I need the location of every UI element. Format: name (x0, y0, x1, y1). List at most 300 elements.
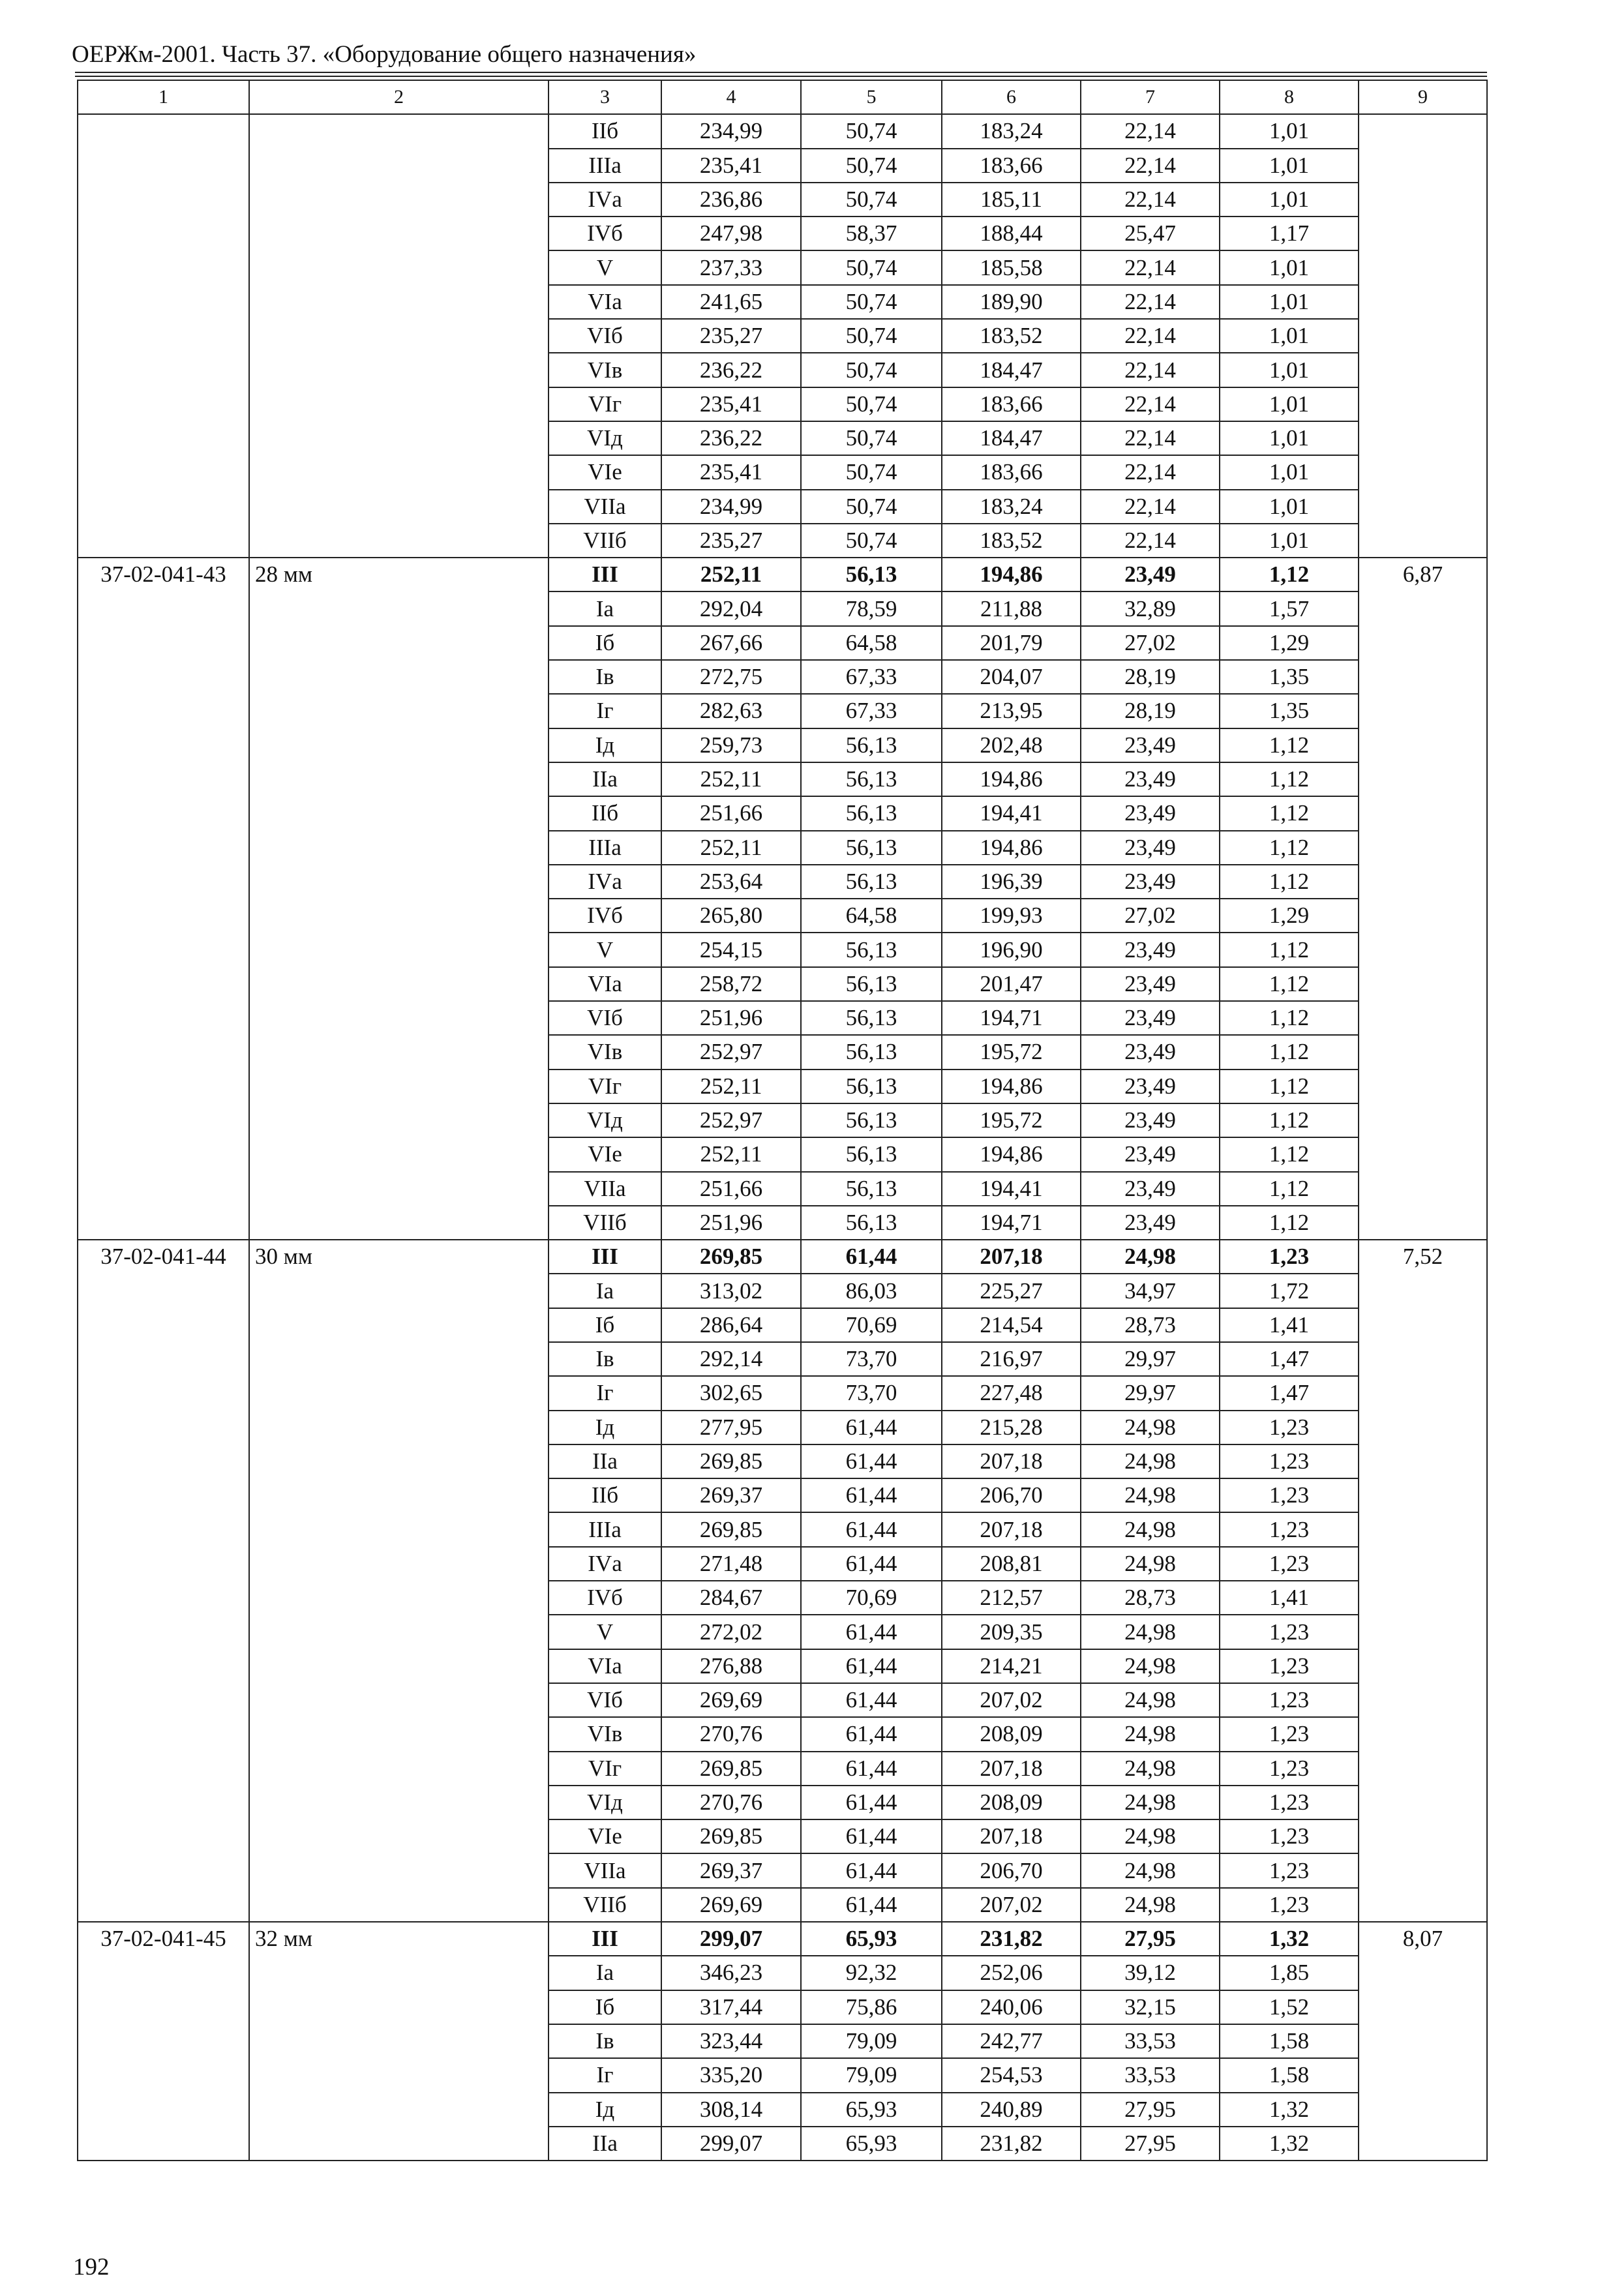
value-cell: 50,74 (801, 149, 942, 183)
zone-cell: VIIа (549, 1853, 661, 1887)
zone-cell: VIд (549, 1786, 661, 1819)
value-cell: 32,89 (1081, 591, 1220, 625)
zone-cell: V (549, 1615, 661, 1649)
value-cell: 56,13 (801, 1070, 942, 1103)
page-number: 192 (73, 2254, 110, 2281)
value-cell: 65,93 (801, 1922, 942, 1956)
value-cell: 23,49 (1081, 1137, 1220, 1171)
value-cell: 1,41 (1220, 1581, 1359, 1615)
value-cell: 236,22 (661, 421, 801, 455)
value-cell: 1,12 (1220, 1103, 1359, 1137)
value-cell: 70,69 (801, 1308, 942, 1342)
value-cell: 24,98 (1081, 1512, 1220, 1546)
value-cell: 34,97 (1081, 1274, 1220, 1308)
zone-cell: VIе (549, 1819, 661, 1853)
value-cell: 22,14 (1081, 319, 1220, 353)
value-cell: 252,11 (661, 1137, 801, 1171)
value-cell: 24,98 (1081, 1819, 1220, 1853)
zone-cell: VIб (549, 1683, 661, 1717)
value-cell: 207,02 (942, 1888, 1081, 1922)
value-cell: 27,02 (1081, 899, 1220, 933)
column-9-cell (1359, 114, 1487, 558)
value-cell: 56,13 (801, 1103, 942, 1137)
value-cell: 240,06 (942, 1990, 1081, 2024)
value-cell: 23,49 (1081, 933, 1220, 966)
value-cell: 23,49 (1081, 1035, 1220, 1069)
value-cell: 194,86 (942, 1070, 1081, 1103)
value-cell: 1,85 (1220, 1956, 1359, 1990)
value-cell: 251,66 (661, 796, 801, 830)
value-cell: 22,14 (1081, 250, 1220, 284)
value-cell: 61,44 (801, 1411, 942, 1444)
column-9-cell: 8,07 (1359, 1922, 1487, 2161)
value-cell: 269,85 (661, 1444, 801, 1478)
zone-cell: VIб (549, 319, 661, 353)
value-cell: 269,85 (661, 1240, 801, 1274)
value-cell: 1,01 (1220, 250, 1359, 284)
value-cell: 23,49 (1081, 831, 1220, 865)
value-cell: 206,70 (942, 1478, 1081, 1512)
value-cell: 22,14 (1081, 285, 1220, 319)
value-cell: 194,86 (942, 1137, 1081, 1171)
zone-cell: IIб (549, 114, 661, 148)
zone-cell: IIа (549, 762, 661, 796)
value-cell: 22,14 (1081, 490, 1220, 524)
value-cell: 1,23 (1220, 1752, 1359, 1786)
value-cell: 1,12 (1220, 728, 1359, 762)
value-cell: 23,49 (1081, 1103, 1220, 1137)
value-cell: 23,49 (1081, 1206, 1220, 1240)
table-row (78, 1240, 1487, 1274)
value-cell: 61,44 (801, 1615, 942, 1649)
value-cell: 75,86 (801, 1990, 942, 2024)
value-cell: 64,58 (801, 626, 942, 660)
value-cell: 272,75 (661, 660, 801, 694)
zone-cell: VIб (549, 1001, 661, 1035)
value-cell: 212,57 (942, 1581, 1081, 1615)
zone-cell: IIб (549, 796, 661, 830)
value-cell: 231,82 (942, 1922, 1081, 1956)
value-cell: 235,27 (661, 319, 801, 353)
item-code-cell: 37-02-041-43 (78, 558, 249, 1240)
value-cell: 23,49 (1081, 1070, 1220, 1103)
item-code-cell (78, 114, 249, 558)
value-cell: 1,01 (1220, 524, 1359, 558)
value-cell: 1,23 (1220, 1411, 1359, 1444)
value-cell: 252,97 (661, 1035, 801, 1069)
value-cell: 247,98 (661, 217, 801, 250)
column-number-cell: 3 (549, 80, 661, 114)
value-cell: 23,49 (1081, 1001, 1220, 1035)
value-cell: 24,98 (1081, 1752, 1220, 1786)
value-cell: 23,49 (1081, 865, 1220, 899)
value-cell: 195,72 (942, 1103, 1081, 1137)
item-code-cell: 37-02-041-44 (78, 1240, 249, 1922)
value-cell: 335,20 (661, 2058, 801, 2092)
value-cell: 269,37 (661, 1853, 801, 1887)
value-cell: 1,12 (1220, 933, 1359, 966)
zone-cell: Iб (549, 1990, 661, 2024)
zone-cell: V (549, 933, 661, 966)
value-cell: 323,44 (661, 2024, 801, 2058)
value-cell: 346,23 (661, 1956, 801, 1990)
value-cell: 206,70 (942, 1853, 1081, 1887)
value-cell: 1,12 (1220, 1172, 1359, 1206)
zone-cell: Iд (549, 728, 661, 762)
value-cell: 24,98 (1081, 1240, 1220, 1274)
value-cell: 184,47 (942, 421, 1081, 455)
zone-cell: Iб (549, 1308, 661, 1342)
value-cell: 207,18 (942, 1512, 1081, 1546)
value-cell: 56,13 (801, 796, 942, 830)
column-9-cell: 6,87 (1359, 558, 1487, 1240)
value-cell: 292,14 (661, 1342, 801, 1376)
value-cell: 28,73 (1081, 1308, 1220, 1342)
column-number-row (78, 80, 1487, 114)
value-cell: 252,11 (661, 1070, 801, 1103)
value-cell: 61,44 (801, 1547, 942, 1581)
column-number-cell: 8 (1220, 80, 1359, 114)
zone-cell: Iа (549, 1956, 661, 1990)
value-cell: 1,57 (1220, 591, 1359, 625)
column-number-cell: 9 (1359, 80, 1487, 114)
value-cell: 252,11 (661, 831, 801, 865)
value-cell: 270,76 (661, 1717, 801, 1751)
value-cell: 1,23 (1220, 1717, 1359, 1751)
column-number-cell: 6 (942, 80, 1081, 114)
value-cell: 79,09 (801, 2024, 942, 2058)
value-cell: 1,32 (1220, 1922, 1359, 1956)
value-cell: 28,19 (1081, 660, 1220, 694)
item-size-cell: 32 мм (249, 1922, 549, 2161)
value-cell: 237,33 (661, 250, 801, 284)
value-cell: 1,01 (1220, 285, 1359, 319)
value-cell: 50,74 (801, 524, 942, 558)
value-cell: 33,53 (1081, 2024, 1220, 2058)
value-cell: 24,98 (1081, 1853, 1220, 1887)
column-number-cell: 1 (78, 80, 249, 114)
zone-cell: VIа (549, 1649, 661, 1683)
value-cell: 1,35 (1220, 660, 1359, 694)
value-cell: 189,90 (942, 285, 1081, 319)
value-cell: 282,63 (661, 694, 801, 728)
value-cell: 215,28 (942, 1411, 1081, 1444)
value-cell: 199,93 (942, 899, 1081, 933)
value-cell: 61,44 (801, 1649, 942, 1683)
value-cell: 269,69 (661, 1888, 801, 1922)
zone-cell: III (549, 1240, 661, 1274)
value-cell: 183,52 (942, 319, 1081, 353)
value-cell: 1,01 (1220, 353, 1359, 387)
value-cell: 1,01 (1220, 490, 1359, 524)
value-cell: 194,71 (942, 1001, 1081, 1035)
value-cell: 73,70 (801, 1342, 942, 1376)
zone-cell: IVб (549, 899, 661, 933)
value-cell: 61,44 (801, 1717, 942, 1751)
value-cell: 79,09 (801, 2058, 942, 2092)
value-cell: 194,41 (942, 796, 1081, 830)
value-cell: 227,48 (942, 1376, 1081, 1410)
zone-cell: VIIб (549, 1888, 661, 1922)
value-cell: 1,23 (1220, 1615, 1359, 1649)
value-cell: 50,74 (801, 285, 942, 319)
value-cell: 1,17 (1220, 217, 1359, 250)
value-cell: 1,23 (1220, 1444, 1359, 1478)
value-cell: 1,47 (1220, 1342, 1359, 1376)
value-cell: 56,13 (801, 1206, 942, 1240)
value-cell: 231,82 (942, 2127, 1081, 2161)
value-cell: 234,99 (661, 490, 801, 524)
value-cell: 23,49 (1081, 728, 1220, 762)
value-cell: 22,14 (1081, 421, 1220, 455)
value-cell: 202,48 (942, 728, 1081, 762)
value-cell: 252,11 (661, 558, 801, 591)
value-cell: 56,13 (801, 1001, 942, 1035)
zone-cell: IVб (549, 1581, 661, 1615)
zone-cell: Iд (549, 2093, 661, 2127)
zone-cell: VIв (549, 1717, 661, 1751)
value-cell: 24,98 (1081, 1615, 1220, 1649)
value-cell: 254,53 (942, 2058, 1081, 2092)
value-cell: 251,66 (661, 1172, 801, 1206)
value-cell: 61,44 (801, 1853, 942, 1887)
value-cell: 61,44 (801, 1512, 942, 1546)
value-cell: 50,74 (801, 319, 942, 353)
zone-cell: Iв (549, 660, 661, 694)
value-cell: 1,12 (1220, 831, 1359, 865)
value-cell: 56,13 (801, 865, 942, 899)
value-cell: 50,74 (801, 114, 942, 148)
zone-cell: VIв (549, 353, 661, 387)
value-cell: 258,72 (661, 967, 801, 1001)
value-cell: 242,77 (942, 2024, 1081, 2058)
value-cell: 23,49 (1081, 558, 1220, 591)
value-cell: 299,07 (661, 1922, 801, 1956)
value-cell: 39,12 (1081, 1956, 1220, 1990)
zone-cell: VIа (549, 285, 661, 319)
header-rule (75, 72, 1487, 73)
value-cell: 1,32 (1220, 2127, 1359, 2161)
value-cell: 204,07 (942, 660, 1081, 694)
value-cell: 269,85 (661, 1512, 801, 1546)
value-cell: 235,41 (661, 149, 801, 183)
value-cell: 236,86 (661, 183, 801, 217)
value-cell: 1,12 (1220, 762, 1359, 796)
value-cell: 61,44 (801, 1786, 942, 1819)
value-cell: 24,98 (1081, 1547, 1220, 1581)
value-cell: 50,74 (801, 455, 942, 489)
value-cell: 240,89 (942, 2093, 1081, 2127)
value-cell: 92,32 (801, 1956, 942, 1990)
value-cell: 50,74 (801, 421, 942, 455)
column-9-cell: 7,52 (1359, 1240, 1487, 1922)
rates-table (77, 80, 1488, 2161)
value-cell: 208,81 (942, 1547, 1081, 1581)
zone-cell: VIа (549, 967, 661, 1001)
zone-cell: IIа (549, 2127, 661, 2161)
value-cell: 235,41 (661, 387, 801, 421)
value-cell: 28,19 (1081, 694, 1220, 728)
value-cell: 1,12 (1220, 865, 1359, 899)
value-cell: 56,13 (801, 1035, 942, 1069)
value-cell: 207,18 (942, 1752, 1081, 1786)
value-cell: 1,29 (1220, 899, 1359, 933)
value-cell: 1,23 (1220, 1547, 1359, 1581)
value-cell: 207,18 (942, 1819, 1081, 1853)
value-cell: 28,73 (1081, 1581, 1220, 1615)
value-cell: 56,13 (801, 967, 942, 1001)
value-cell: 195,72 (942, 1035, 1081, 1069)
table-row (78, 1922, 1487, 1956)
zone-cell: IIIа (549, 1512, 661, 1546)
value-cell: 1,01 (1220, 183, 1359, 217)
zone-cell: VIг (549, 387, 661, 421)
value-cell: 1,01 (1220, 421, 1359, 455)
value-cell: 269,85 (661, 1819, 801, 1853)
value-cell: 27,95 (1081, 2127, 1220, 2161)
value-cell: 1,23 (1220, 1819, 1359, 1853)
value-cell: 272,02 (661, 1615, 801, 1649)
value-cell: 22,14 (1081, 524, 1220, 558)
zone-cell: VIIб (549, 524, 661, 558)
value-cell: 65,93 (801, 2127, 942, 2161)
value-cell: 253,64 (661, 865, 801, 899)
value-cell: 235,27 (661, 524, 801, 558)
value-cell: 33,53 (1081, 2058, 1220, 2092)
zone-cell: VIв (549, 1035, 661, 1069)
value-cell: 22,14 (1081, 455, 1220, 489)
value-cell: 23,49 (1081, 796, 1220, 830)
value-cell: 50,74 (801, 183, 942, 217)
value-cell: 214,54 (942, 1308, 1081, 1342)
value-cell: 208,09 (942, 1717, 1081, 1751)
value-cell: 252,97 (661, 1103, 801, 1137)
value-cell: 65,93 (801, 2093, 942, 2127)
value-cell: 183,66 (942, 387, 1081, 421)
zone-cell: Iд (549, 1411, 661, 1444)
value-cell: 56,13 (801, 762, 942, 796)
value-cell: 213,95 (942, 694, 1081, 728)
zone-cell: IVб (549, 217, 661, 250)
value-cell: 1,35 (1220, 694, 1359, 728)
column-number-cell: 2 (249, 80, 549, 114)
value-cell: 216,97 (942, 1342, 1081, 1376)
value-cell: 269,69 (661, 1683, 801, 1717)
value-cell: 292,04 (661, 591, 801, 625)
value-cell: 32,15 (1081, 1990, 1220, 2024)
value-cell: 1,23 (1220, 1853, 1359, 1887)
value-cell: 1,72 (1220, 1274, 1359, 1308)
zone-cell: VIд (549, 1103, 661, 1137)
table-row (78, 558, 1487, 591)
value-cell: 23,49 (1081, 762, 1220, 796)
value-cell: 194,86 (942, 831, 1081, 865)
value-cell: 1,01 (1220, 149, 1359, 183)
value-cell: 1,23 (1220, 1512, 1359, 1546)
zone-cell: Iб (549, 626, 661, 660)
value-cell: 27,02 (1081, 626, 1220, 660)
item-size-cell: 30 мм (249, 1240, 549, 1922)
document-header: ОЕРЖм-2001. Часть 37. «Оборудование общего назначения» (72, 41, 697, 68)
value-cell: 86,03 (801, 1274, 942, 1308)
value-cell: 24,98 (1081, 1478, 1220, 1512)
zone-cell: Iг (549, 1376, 661, 1410)
value-cell: 56,13 (801, 1172, 942, 1206)
zone-cell: VIг (549, 1070, 661, 1103)
value-cell: 50,74 (801, 490, 942, 524)
value-cell: 252,06 (942, 1956, 1081, 1990)
value-cell: 78,59 (801, 591, 942, 625)
value-cell: 284,67 (661, 1581, 801, 1615)
value-cell: 1,01 (1220, 387, 1359, 421)
value-cell: 22,14 (1081, 353, 1220, 387)
value-cell: 271,48 (661, 1547, 801, 1581)
zone-cell: Iг (549, 694, 661, 728)
value-cell: 61,44 (801, 1888, 942, 1922)
value-cell: 24,98 (1081, 1717, 1220, 1751)
zone-cell: Iа (549, 1274, 661, 1308)
value-cell: 1,12 (1220, 1070, 1359, 1103)
value-cell: 185,58 (942, 250, 1081, 284)
value-cell: 1,29 (1220, 626, 1359, 660)
value-cell: 22,14 (1081, 183, 1220, 217)
value-cell: 299,07 (661, 2127, 801, 2161)
value-cell: 241,65 (661, 285, 801, 319)
value-cell: 1,12 (1220, 967, 1359, 1001)
value-cell: 56,13 (801, 558, 942, 591)
value-cell: 58,37 (801, 217, 942, 250)
value-cell: 24,98 (1081, 1786, 1220, 1819)
zone-cell: III (549, 1922, 661, 1956)
value-cell: 196,39 (942, 865, 1081, 899)
value-cell: 67,33 (801, 660, 942, 694)
item-size-cell: 28 мм (249, 558, 549, 1240)
value-cell: 61,44 (801, 1819, 942, 1853)
value-cell: 1,47 (1220, 1376, 1359, 1410)
value-cell: 23,49 (1081, 967, 1220, 1001)
zone-cell: Iг (549, 2058, 661, 2092)
zone-cell: IIIа (549, 149, 661, 183)
value-cell: 22,14 (1081, 114, 1220, 148)
value-cell: 1,58 (1220, 2058, 1359, 2092)
value-cell: 207,18 (942, 1444, 1081, 1478)
value-cell: 29,97 (1081, 1342, 1220, 1376)
value-cell: 24,98 (1081, 1444, 1220, 1478)
value-cell: 61,44 (801, 1683, 942, 1717)
value-cell: 1,12 (1220, 796, 1359, 830)
zone-cell: IIа (549, 1444, 661, 1478)
value-cell: 1,12 (1220, 1035, 1359, 1069)
value-cell: 207,18 (942, 1240, 1081, 1274)
value-cell: 23,49 (1081, 1172, 1220, 1206)
value-cell: 22,14 (1081, 149, 1220, 183)
table-row (78, 114, 1487, 148)
value-cell: 317,44 (661, 1990, 801, 2024)
value-cell: 1,12 (1220, 1206, 1359, 1240)
zone-cell: IVа (549, 183, 661, 217)
value-cell: 302,65 (661, 1376, 801, 1410)
value-cell: 254,15 (661, 933, 801, 966)
value-cell: 61,44 (801, 1478, 942, 1512)
value-cell: 27,95 (1081, 2093, 1220, 2127)
value-cell: 1,23 (1220, 1888, 1359, 1922)
value-cell: 24,98 (1081, 1888, 1220, 1922)
value-cell: 56,13 (801, 831, 942, 865)
value-cell: 1,32 (1220, 2093, 1359, 2127)
value-cell: 56,13 (801, 1137, 942, 1171)
column-number-cell: 4 (661, 80, 801, 114)
value-cell: 1,01 (1220, 319, 1359, 353)
